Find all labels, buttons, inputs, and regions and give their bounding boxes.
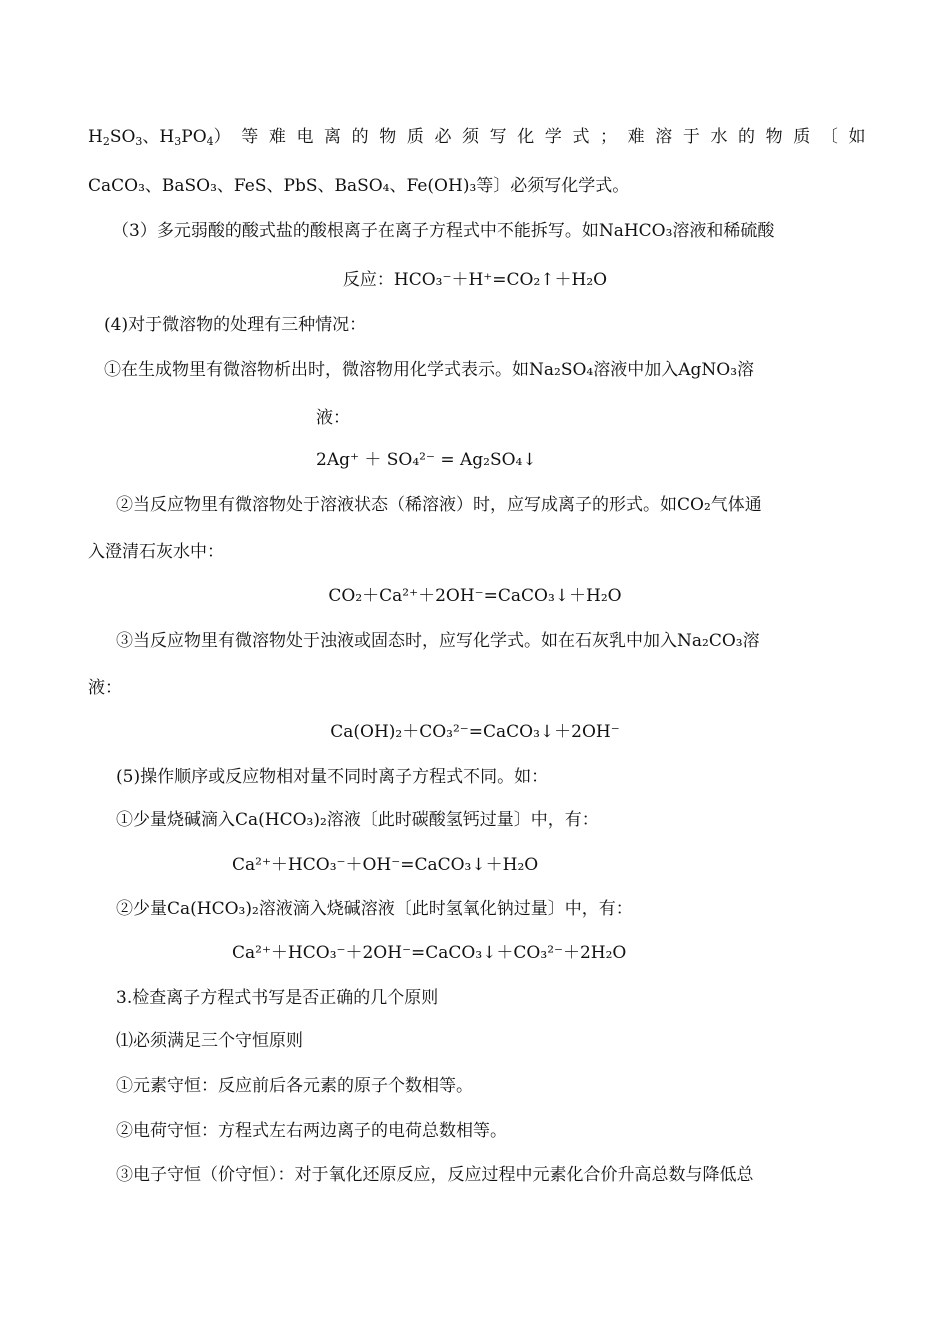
text-line-22: ①元素守恒：反应前后各元素的原子个数相等。 bbox=[116, 1076, 473, 1096]
text-line-2: CaCO₃、BaSO₃、FeS、PbS、BaSO₄、Fe(OH)₃等〕必须写化学式。 bbox=[88, 176, 630, 196]
equation-naoh-excess: Ca²⁺＋HCO₃⁻＋2OH⁻=CaCO₃↓＋CO₃²⁻＋2H₂O bbox=[232, 943, 627, 963]
text-line-15: (5)操作顺序或反应物相对量不同时离子方程式不同。如： bbox=[116, 767, 549, 787]
equation-bicarbonate-acid: 反应：HCO₃⁻＋H⁺=CO₂↑＋H₂O bbox=[342, 270, 608, 290]
equation-naoh-little: Ca²⁺＋HCO₃⁻＋OH⁻=CaCO₃↓＋H₂O bbox=[232, 855, 539, 875]
equation-co2-limewater: CO₂＋Ca²⁺＋2OH⁻=CaCO₃↓＋H₂O bbox=[328, 586, 622, 606]
text-line-9: ②当反应物里有微溶物处于溶液状态（稀溶液）时，应写成离子的形式。如CO₂气体通 bbox=[116, 495, 762, 515]
text-line-13: 液： bbox=[88, 678, 122, 698]
formula-h2so3: $H_2SO_3$ bbox=[88, 127, 143, 148]
text-line-18: ②少量Ca(HCO₃)₂溶液滴入烧碱溶液〔此时氢氧化钠过量〕中，有： bbox=[116, 899, 633, 919]
text-line-7: 液： bbox=[316, 408, 350, 428]
equation-lime-milk: Ca(OH)₂＋CO₃²⁻=CaCO₃↓＋2OH⁻ bbox=[330, 722, 620, 742]
section-heading-3: 3.检查离子方程式书写是否正确的几个原则 bbox=[116, 988, 439, 1008]
text-segment: ）等难电离的物质必须写化学式；难溶于水的物质〔如 bbox=[213, 127, 877, 147]
text-line-10: 入澄清石灰水中： bbox=[88, 542, 224, 562]
text-line-5: (4)对于微溶物的处理有三种情况： bbox=[104, 315, 367, 335]
text-line-6: ①在生成物里有微溶物析出时，微溶物用化学式表示。如Na₂SO₄溶液中加入AgNO₃溶 bbox=[104, 360, 755, 380]
text-line-3: （3）多元弱酸的酸式盐的酸根离子在离子方程式中不能拆写。如NaHCO₃溶液和稀硫酸 bbox=[112, 221, 775, 241]
text-line-24: ③电子守恒（价守恒）：对于氧化还原反应，反应过程中元素化合价升高总数与降低总 bbox=[116, 1165, 754, 1185]
text-line-23: ②电荷守恒：方程式左右两边离子的电荷总数相等。 bbox=[116, 1121, 507, 1141]
text-line-1 bbox=[88, 125, 877, 149]
formula-h3po4: $H_3PO_4$ bbox=[159, 127, 214, 148]
separator: 、 bbox=[142, 127, 160, 147]
text-line-16: ①少量烧碱滴入Ca(HCO₃)₂溶液〔此时碳酸氢钙过量〕中，有： bbox=[116, 810, 599, 830]
text-line-21: ⑴必须满足三个守恒原则 bbox=[116, 1031, 303, 1051]
equation-silver-sulfate: 2Ag⁺ ＋ SO₄²⁻ = Ag₂SO₄↓ bbox=[316, 450, 537, 470]
text-line-12: ③当反应物里有微溶物处于浊液或固态时，应写化学式。如在石灰乳中加入Na₂CO₃溶 bbox=[116, 631, 760, 651]
